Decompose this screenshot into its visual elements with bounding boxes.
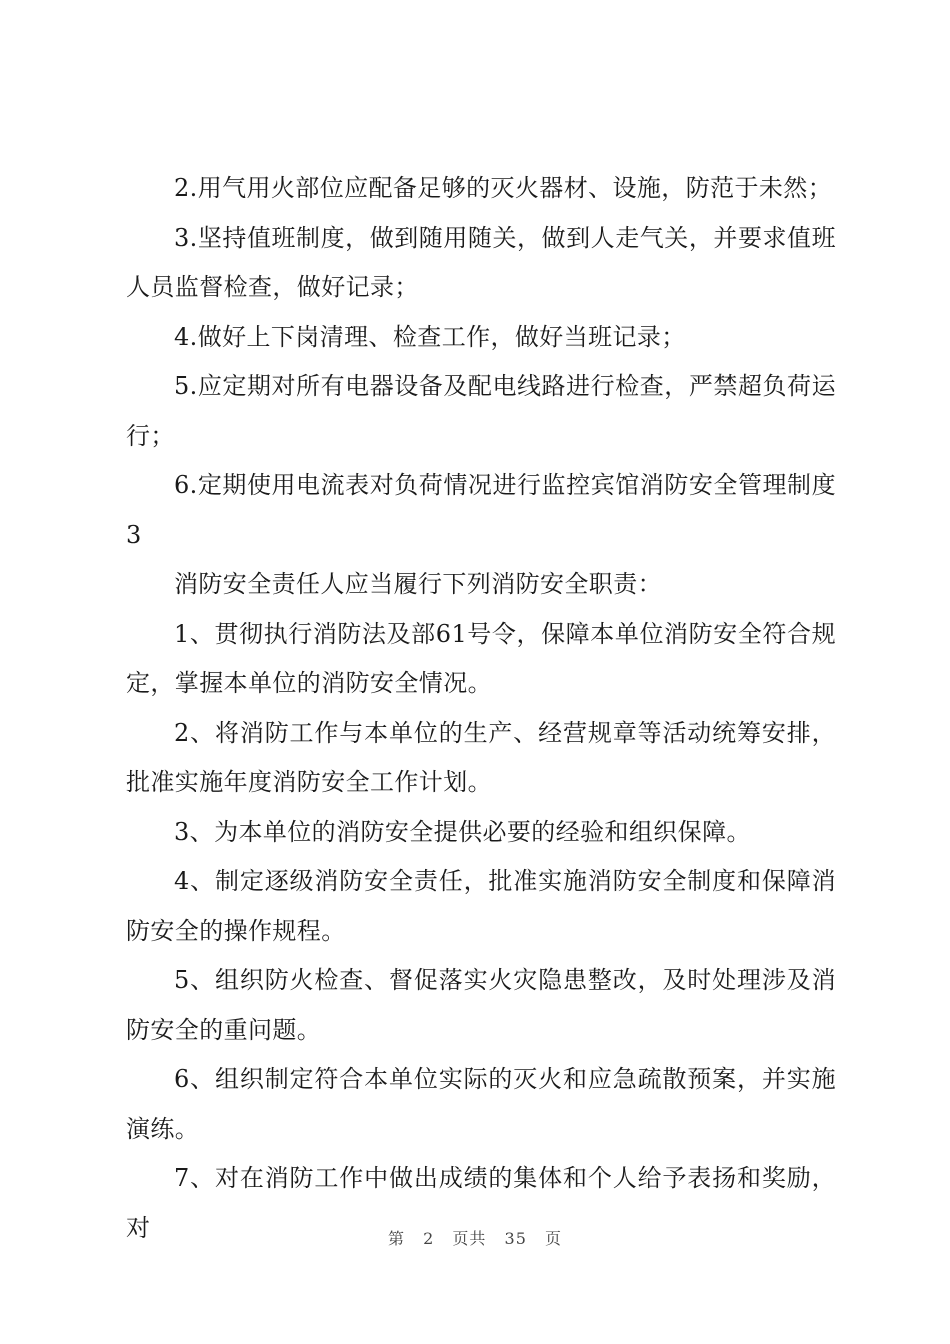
paragraph: 5、组织防火检查、督促落实火灾隐患整改，及时处理涉及消防安全的重问题。 [126,966,836,1044]
paragraph: 消防安全责任人应当履行下列消防安全职责： [174,570,662,598]
footer-total-pages: 35 [504,1229,527,1248]
paragraph: 7、对在消防工作中做出成绩的集体和个人给予表扬和奖励，对 [126,1164,836,1242]
paragraph: 3.坚持值班制度，做到随用随关，做到人走气关，并要求值班人员监督检查，做好记录； [126,223,836,301]
paragraph: 2、将消防工作与本单位的生产、经营规章等活动统筹安排，批准实施年度消防安全工作计划。 [126,718,836,796]
footer-suffix: 页 [544,1229,562,1248]
footer-middle: 页共 [452,1229,487,1248]
paragraph: 3、为本单位的消防安全提供必要的经验和组织保障。 [174,817,751,846]
document-body [126,164,836,1253]
footer-page-number: 2 [423,1229,435,1248]
paragraph: 5.应定期对所有电器设备及配电线路进行检查，严禁超负荷运行； [126,372,836,450]
footer-prefix: 第 [388,1229,406,1248]
paragraph: 6、组织制定符合本单位实际的灭火和应急疏散预案，并实施演练。 [126,1065,836,1143]
page-footer [0,1226,950,1249]
paragraph: 4.做好上下岗清理、检查工作，做好当班记录； [174,322,686,351]
paragraph: 4、制定逐级消防安全责任，批准实施消防安全制度和保障消防安全的操作规程。 [126,867,836,945]
paragraph: 1、贯彻执行消防法及部61号令，保障本单位消防安全符合规定，掌握本单位的消防安全情况。 [126,619,836,697]
paragraph: 2.用气用火部位应配备足够的灭火器材、设施，防范于未然； [174,174,833,202]
paragraph: 6.定期使用电流表对负荷情况进行监控宾馆消防安全管理制度3 [126,471,836,549]
